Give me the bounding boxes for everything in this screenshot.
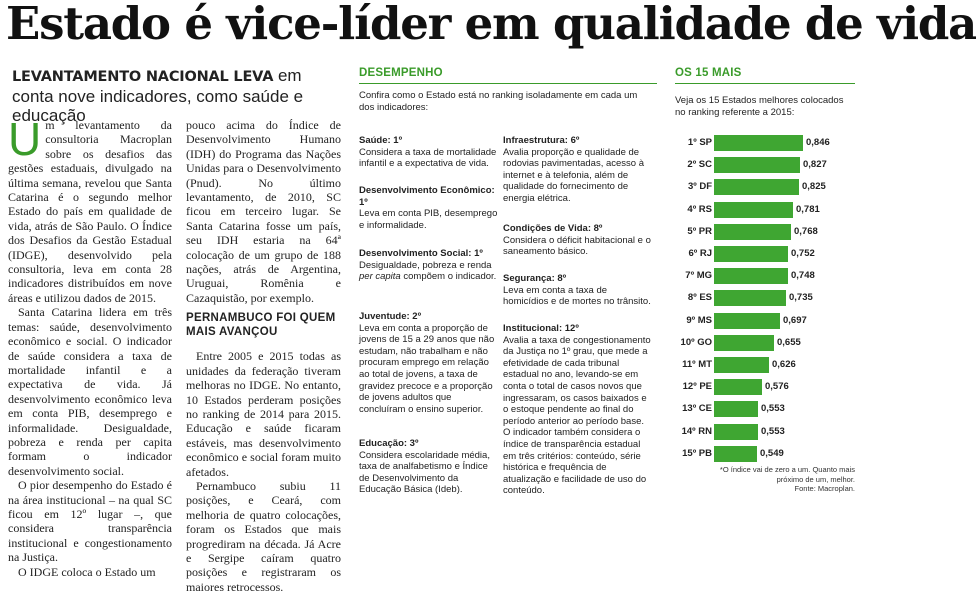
- ranking-note: *O índice vai de zero a um. Quanto mais próximo de um, melhor. Fonte: Macroplan.: [719, 465, 855, 493]
- ranking-bar: [714, 401, 758, 417]
- ranking-value: 0,697: [783, 314, 807, 326]
- indicator-educacao: Educação: 3º Considera escolaridade média, taxa de analfabetismo e Índice de Desenvolvimento da Educação Básica (Ideb).: [359, 438, 490, 496]
- indicator-seguranca: Segurança: 8º Leva em conta a taxa de homicídios e de mortes no trânsito.: [503, 273, 651, 308]
- ranking-label: 8º ES: [687, 292, 712, 304]
- indicator-saude: Saúde: 1º Considera a taxa de mortalidade infantil e a expectativa de vida.: [359, 135, 497, 170]
- indicator-institucional: Institucional: 12º Avalia a taxa de congestionamento da Justiça no 1º grau, que mede a efetividade de cada tribunal estadual no ano, levando-se em conta o total de casos novos que ingressaram, os casos baixados e o estoque pendente ao final do período anterior ao período base. O indicador também considera o índice de transparência estadual em três critérios: conteúdo, série histórica e frequência de atualização e facilidade de uso do conteúdo.: [503, 323, 651, 497]
- ranking-bar: [714, 379, 762, 395]
- article-column-2: [186, 118, 341, 594]
- subhead: [12, 66, 330, 125]
- ranking-bar: [714, 157, 800, 173]
- ranking-row: [672, 377, 852, 397]
- article-paragraph: O pior desempenho do Estado é na área institucional – na qual SC ficou em 12º lugar –, que considera transparência institucional e congestionamento na Justiça.: [8, 478, 172, 565]
- ranking-bar: [714, 424, 758, 440]
- article-paragraph: pouco acima do Índice de Desenvolvimento Humano (IDH) do Programa das Nações Unidas para o Desenvolvimento (Pnud). No último levantamento, de 2010, SC ficou em terceiro lugar. Se Santa Catarina fosse um país, seu IDH estaria na 64ª colocação de um grupo de 188 nações, atrás de Argentina, Uruguai, Romênia e Cazaquistão, por exemplo.: [186, 118, 341, 305]
- ranking-value: 0,553: [761, 403, 785, 415]
- indicator-infraestrutura: Infraestrutura: 6º Avalia proporção e qualidade de rodovias pavimentadas, acesso à internet e à telefonia, além de qualidade do fornecimento de energia elétrica.: [503, 135, 644, 204]
- ranking-label: 1º SP: [687, 137, 712, 148]
- ranking-label: 5º PR: [687, 225, 712, 237]
- ranking-value: 0,825: [802, 181, 826, 193]
- indicator-desenvolvimento-social: Desenvolvimento Social: 1º Desigualdade, pobreza e renda per capita compõem o indicador.: [359, 248, 497, 283]
- article-paragraph: Santa Catarina lidera em três temas: saúde, desenvolvimento econômico e social. O indicador de saúde considera a taxa de mortalidade infantil e a expectativa de vida. Já desenvolvimento econômico leva em conta PIB, desemprego e informalidade. Desigualdade, pobreza e renda per capita formam o indicador desenvolvimento social.: [8, 305, 172, 478]
- ranking-bar: [714, 446, 757, 462]
- ranking-row: [672, 288, 852, 308]
- ranking-row: [672, 333, 852, 353]
- article-paragraph: Entre 2005 e 2015 todas as unidades da federação tiveram melhoras no IDGE. No entanto, 10 Estados perderam posições no ranking de 2014 para 2015. Educação e saúde ficaram estáveis, mas desenvolvimento econômico e social foram muito afetados.: [186, 349, 341, 479]
- ranking-label: 12º PE: [682, 381, 712, 393]
- desempenho-intro: Confira como o Estado está no ranking isoladamente em cada um dos indicadores:: [359, 90, 638, 113]
- ranking-row: [672, 133, 852, 153]
- ranking-bar: [714, 268, 788, 284]
- ranking-row: [672, 444, 852, 464]
- ranking-row: [672, 155, 852, 175]
- ranking-value: 0,846: [806, 137, 830, 148]
- subhead-rest: em conta nove indicadores, como saúde e educação: [12, 66, 304, 125]
- ranking-row: [672, 177, 852, 197]
- ranking-bar: [714, 290, 786, 306]
- headline: Estado é vice-líder em qualidade de vida: [6, 0, 976, 50]
- ranking-value: 0,735: [789, 292, 813, 304]
- ranking-value: 0,549: [760, 447, 784, 459]
- ranking-value: 0,781: [796, 203, 820, 215]
- indicator-juventude: Juventude: 2º Leva em conta a proporção de jovens de 15 a 29 anos que não estudam, não trabalham e não procuram emprego em relação ao total de jovens, a taxa de gravidez precoce e a proporção de jovens adultos que concluíram o ensino superior.: [359, 311, 495, 415]
- ranking-label: 13º CE: [682, 403, 712, 415]
- ranking-label: 9º MS: [686, 314, 712, 326]
- ranking-value: 0,626: [772, 359, 796, 370]
- ranking-row: [672, 222, 852, 242]
- ranking-label: 2º SC: [687, 159, 712, 171]
- article-subtitle: PERNAMBUCO FOI QUEM MAIS AVANÇOU: [186, 312, 336, 339]
- ranking-row: [672, 311, 852, 331]
- ranking-row: [672, 399, 852, 419]
- ranking-bar: [714, 313, 780, 329]
- ranking-row: [672, 244, 852, 264]
- ranking-label: 15º PB: [682, 447, 712, 459]
- ranking-value: 0,752: [791, 248, 815, 259]
- ranking-intro: Veja os 15 Estados melhores colocados no ranking referente a 2015:: [675, 95, 844, 118]
- ranking-value: 0,768: [794, 225, 818, 237]
- ranking-bar: [714, 179, 799, 195]
- ranking-label: 3º DF: [687, 181, 712, 193]
- ranking-bar: [714, 246, 788, 262]
- ranking-bar: [714, 202, 793, 218]
- ranking-row: [672, 355, 852, 375]
- subhead-lead: LEVANTAMENTO NACIONAL LEVA: [12, 69, 274, 85]
- ranking-value: 0,576: [765, 381, 789, 393]
- article-paragraph: Pernambuco subiu 11 posições, e Ceará, com melhoria de quatro colocações, foram os Estados que mais progrediram na década. Já Acre e Sergipe caíram quatro posições e registraram os maiores retrocessos.: [186, 478, 341, 594]
- article-paragraph: O IDGE coloca o Estado um: [18, 564, 156, 579]
- ranking-label: 7º MG: [685, 270, 712, 282]
- ranking-value: 0,553: [761, 425, 785, 437]
- ranking-bar: [714, 335, 774, 351]
- drop-cap: U: [8, 113, 42, 165]
- ranking-title: OS 15 MAIS: [675, 67, 742, 79]
- desempenho-rule: [359, 83, 657, 84]
- ranking-row: [672, 200, 852, 220]
- indicator-desenvolvimento-economico: Desenvolvimento Econômico: 1º Leva em conta PIB, desemprego e informalidade.: [359, 185, 498, 231]
- ranking-label: 14º RN: [681, 425, 712, 437]
- ranking-bar: [714, 135, 803, 151]
- ranking-value: 0,655: [777, 336, 801, 348]
- ranking-label: 6º RJ: [688, 248, 712, 259]
- ranking-bar: [714, 224, 791, 240]
- ranking-row: [672, 422, 852, 442]
- ranking-label: 10º GO: [680, 336, 712, 348]
- indicator-condicoes-de-vida: Condições de Vida: 8º Considera o déficit habitacional e o saneamento básico.: [503, 223, 651, 258]
- ranking-value: 0,748: [791, 270, 815, 282]
- ranking-label: 4º RS: [687, 203, 712, 215]
- article-paragraph: Um levantamento da consultoria Macroplan sobre os desafios das gestões estaduais, divulgado na última semana, revelou que Santa Catarina é o segundo melhor Estado do país em qualidade de vida, atrás de São Paulo. O Índice dos Desafios da Gestão Estadual (IDGE), desenvolvido pela consultoria, leva em conta 28 indicadores distribuídos em nove áreas e utilizou dados de 2015.: [8, 113, 172, 305]
- ranking-label: 11º MT: [682, 359, 712, 370]
- ranking-rule: [675, 83, 855, 84]
- desempenho-title: DESEMPENHO: [359, 67, 443, 79]
- ranking-value: 0,827: [803, 159, 827, 171]
- article-column-1: [8, 113, 172, 579]
- ranking-bar: [714, 357, 769, 373]
- ranking-row: [672, 266, 852, 286]
